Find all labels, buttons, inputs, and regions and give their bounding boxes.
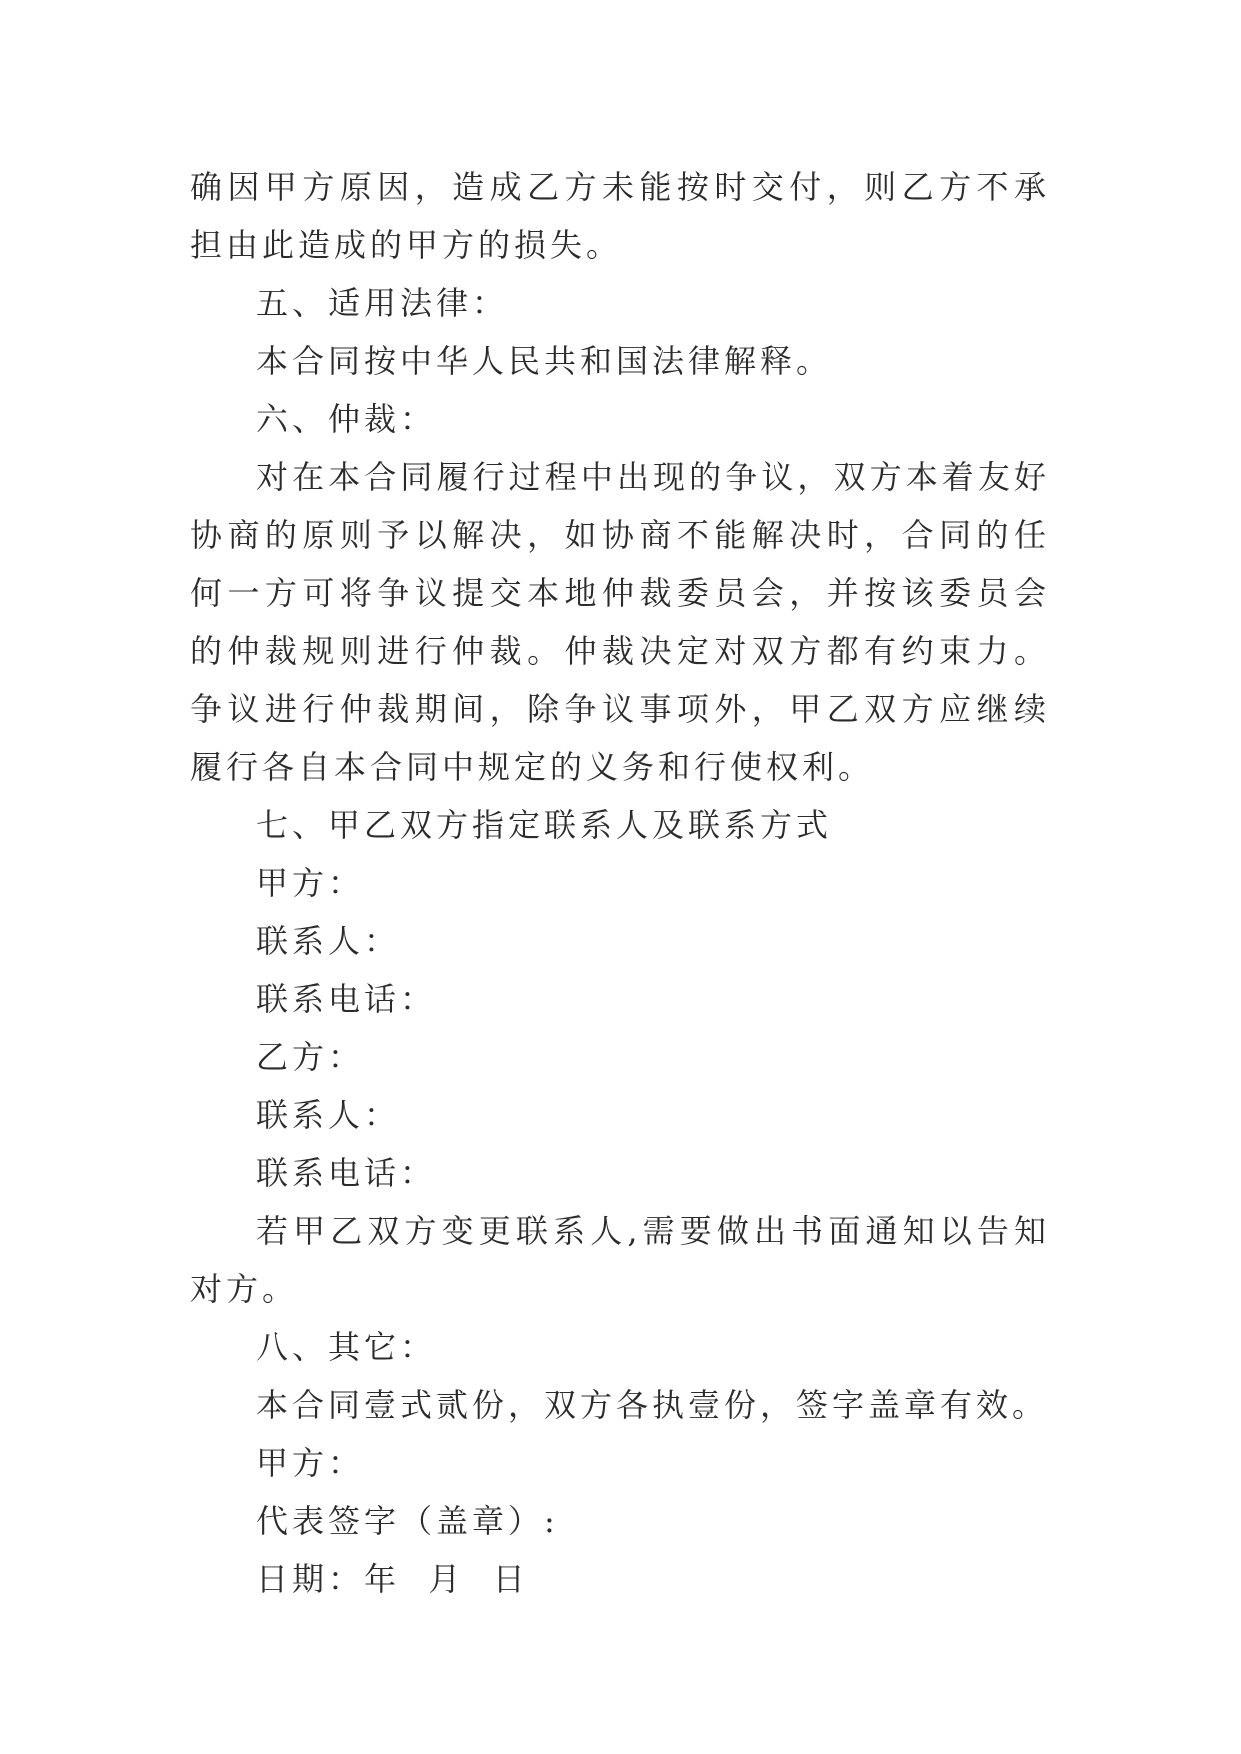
paragraph-liability-continued: 确因甲方原因，造成乙方未能按时交付，则乙方不承担由此造成的甲方的损失。: [190, 168, 1050, 264]
party-a-contact-person: 联系人：: [256, 922, 401, 960]
document-body: [190, 158, 1050, 1608]
party-b-contact-phone: 联系电话：: [256, 1154, 437, 1192]
party-b-contact-person: 联系人：: [256, 1096, 401, 1134]
heading-arbitration: 六、仲裁：: [256, 400, 437, 438]
paragraph-contact-change: 若甲乙双方变更联系人,需要做出书面通知以告知对方。: [190, 1212, 1050, 1308]
paragraph-arbitration: 对在本合同履行过程中出现的争议，双方本着友好协商的原则予以解决，如协商不能解决时，合同的任何一方可将争议提交本地仲裁委员会，并按该委员会的仲裁规则进行仲裁。仲裁决定对双方都有约束力。争议进行仲裁期间，除争议事项外，甲乙双方应继续履行各自本合同中规定的义务和行使权利。: [190, 458, 1050, 786]
party-a-contact-phone: 联系电话：: [256, 980, 437, 1018]
party-a-label: 甲方：: [256, 864, 365, 902]
paragraph-copies: 本合同壹式贰份，双方各执壹份，签字盖章有效。: [256, 1386, 1049, 1424]
paragraph-applicable-law: 本合同按中华人民共和国法律解释。: [256, 342, 833, 380]
heading-other: 八、其它：: [256, 1328, 437, 1366]
heading-contacts: 七、甲乙双方指定联系人及联系方式: [256, 806, 833, 844]
party-b-label: 乙方：: [256, 1038, 365, 1076]
signature-representative: 代表签字（盖章）:: [256, 1502, 559, 1540]
heading-applicable-law: 五、适用法律：: [256, 284, 509, 322]
signature-date: 日期：年 月 日: [256, 1560, 529, 1598]
signature-party-a-label: 甲方：: [256, 1444, 365, 1482]
